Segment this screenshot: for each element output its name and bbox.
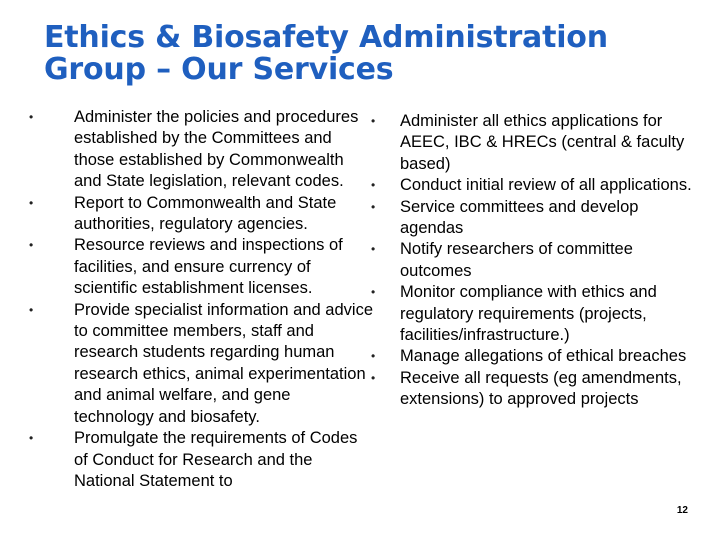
list-item-text: Promulgate the requirements of Codes of Conduct for Research and the National Statement to bbox=[74, 429, 358, 490]
list-item bbox=[371, 197, 695, 240]
list-item-text: Administer the policies and procedures established by the Committees and those established by Commonwealth and State legislation, relevant codes. bbox=[74, 108, 359, 191]
bullet-icon: • bbox=[371, 178, 376, 193]
list-item bbox=[29, 193, 374, 236]
list-item-text: Administer all ethics applications for AEEC, IBC & HRECs (central & faculty based) bbox=[400, 112, 685, 173]
bullet-icon: • bbox=[371, 114, 376, 128]
list-item bbox=[371, 239, 695, 282]
list-item-text: Manage allegations of ethical breaches bbox=[400, 347, 687, 366]
bullet-icon: • bbox=[371, 370, 376, 385]
list-item bbox=[29, 235, 374, 299]
bullet-icon: • bbox=[29, 195, 34, 210]
list-item-text: Receive all requests (eg amendments, extensions) to approved projects bbox=[400, 368, 682, 409]
bullet-icon: • bbox=[371, 349, 376, 364]
list-item bbox=[29, 107, 374, 193]
bullet-icon: • bbox=[29, 431, 34, 446]
bullet-icon: • bbox=[371, 242, 376, 257]
list-item-text: Notify researchers of committee outcomes bbox=[400, 240, 633, 280]
bullet-icon: • bbox=[29, 110, 34, 124]
list-item bbox=[29, 428, 374, 492]
slide-title: Ethics & Biosafety Administration Group – Our Services bbox=[44, 20, 608, 87]
left-bullet-list bbox=[29, 107, 374, 492]
list-item bbox=[371, 368, 695, 411]
list-item-text: Resource reviews and inspections of facilities, and ensure currency of scientific establishment licenses. bbox=[74, 236, 343, 298]
list-item bbox=[371, 111, 695, 175]
bullet-icon: • bbox=[29, 238, 34, 253]
list-item-text: Service committees and develop agendas bbox=[400, 197, 639, 238]
list-item bbox=[371, 282, 695, 346]
list-item-text: Conduct initial review of all applications. bbox=[400, 176, 692, 195]
bullet-icon: • bbox=[371, 285, 376, 300]
list-item bbox=[371, 346, 695, 367]
bullet-icon: • bbox=[29, 302, 34, 317]
bullet-icon: • bbox=[371, 199, 376, 214]
list-item bbox=[371, 175, 695, 196]
list-item bbox=[29, 300, 374, 428]
list-item-text: Report to Commonwealth and State authorities, regulatory agencies. bbox=[74, 193, 337, 234]
list-item-text: Provide specialist information and advice to committee members, staff and research students regarding human research ethics, animal experimentation and animal welfare, and gene technology and biosafety. bbox=[74, 300, 373, 426]
page-number: 12 bbox=[676, 505, 688, 516]
list-item-text: Monitor compliance with ethics and regulatory requirements (projects, facilities/infrastructure.) bbox=[400, 283, 657, 345]
right-bullet-list bbox=[371, 111, 695, 411]
